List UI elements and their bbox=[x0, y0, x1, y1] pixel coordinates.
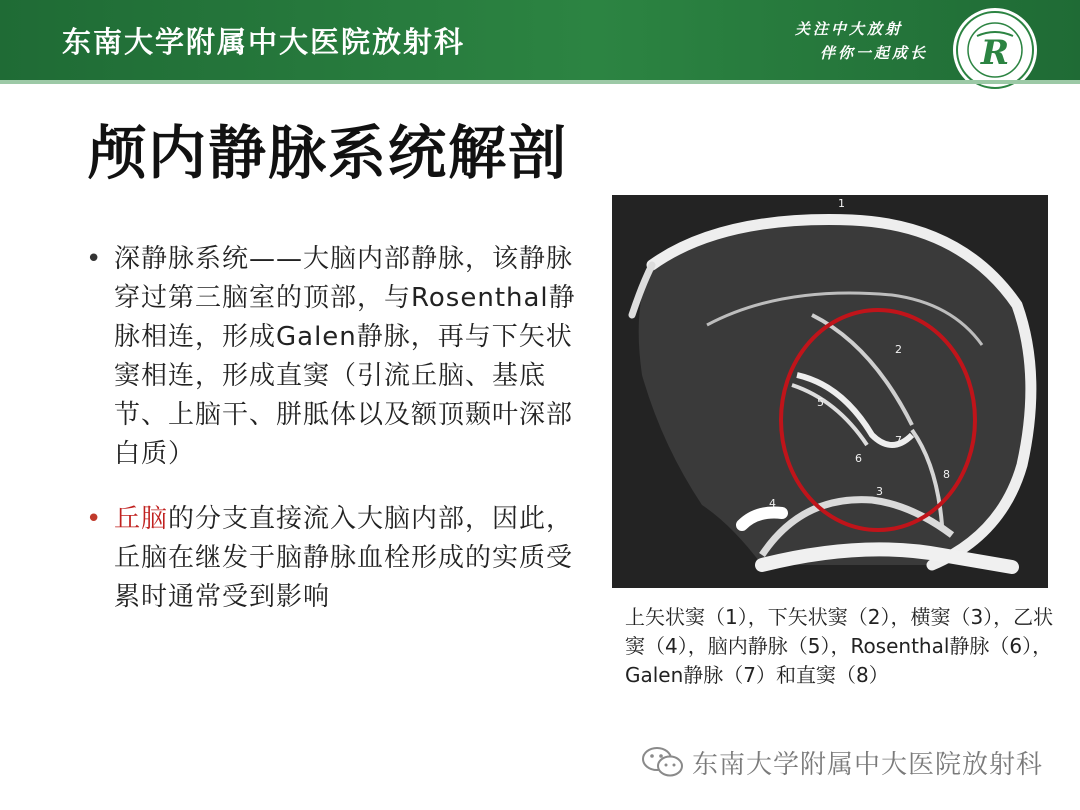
label-8: 8 bbox=[943, 468, 950, 481]
label-3: 3 bbox=[876, 485, 883, 498]
slide-title: 颅内静脉系统解剖 bbox=[88, 119, 569, 187]
bullet-list bbox=[84, 240, 584, 617]
wechat-icon bbox=[640, 745, 686, 779]
watermark-text: 东南大学附属中大医院放射科 bbox=[692, 749, 1044, 780]
venogram-illustration bbox=[612, 195, 1048, 588]
image-caption: 上矢状窦（1），下矢状窦（2），横窦（3），乙状窦（4），脑内静脉（5），Rosenthal静脉（6），Galen静脉（7）和直窦（8） bbox=[625, 605, 1054, 687]
bullet-thalamus bbox=[84, 500, 584, 617]
bullet-text: 深静脉系统——大脑内部静脉，该静脉穿过第三脑室的顶部，与Rosenthal静脉相连，形成Galen静脉，再与下矢状窦相连，形成直窦（引流丘脑、基底节、上脑干、胼胝体以及额顶颞叶深部白质） bbox=[114, 244, 576, 469]
header-title: 东南大学附属中大医院放射科 bbox=[62, 25, 466, 59]
label-1: 1 bbox=[838, 197, 845, 210]
label-6: 6 bbox=[855, 452, 862, 465]
mrv-image bbox=[612, 195, 1048, 588]
watermark bbox=[640, 742, 1043, 782]
label-5: 5 bbox=[817, 396, 824, 409]
label-7: 7 bbox=[895, 434, 902, 447]
label-4: 4 bbox=[769, 497, 776, 510]
logo-letter: R bbox=[980, 33, 1010, 73]
bullet-highlight: 丘脑 bbox=[114, 504, 169, 534]
header-bar bbox=[0, 0, 1080, 84]
bullet-text: 的分支直接流入大脑内部，因此，丘脑在继发于脑静脉血栓形成的实质受累时通常受到影响 bbox=[114, 504, 574, 612]
slogan-line-2: 伴你一起成长 bbox=[820, 44, 929, 62]
bullet-deep-venous-system bbox=[84, 240, 584, 474]
slogan-line-1: 关注中大放射 bbox=[795, 20, 904, 38]
hospital-logo-icon bbox=[951, 6, 1039, 94]
label-2: 2 bbox=[895, 343, 902, 356]
